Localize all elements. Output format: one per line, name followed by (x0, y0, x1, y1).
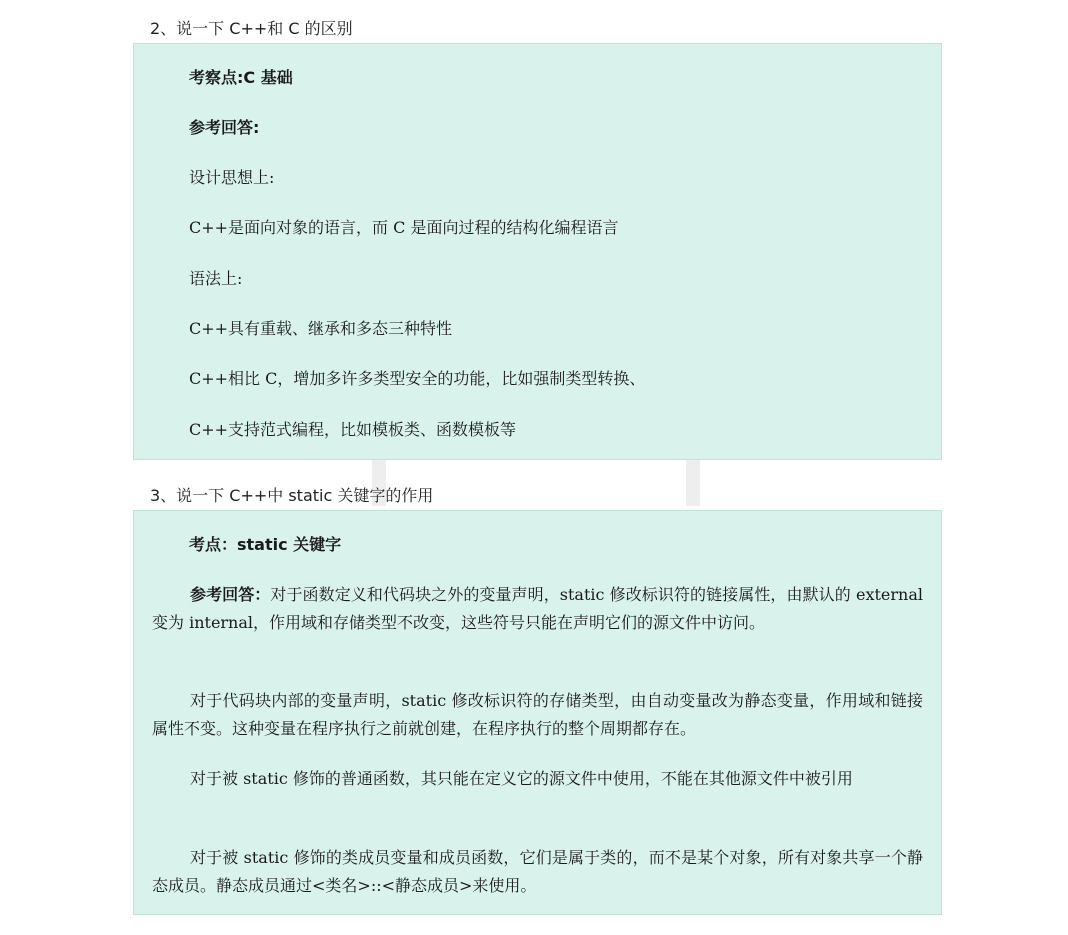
q2-line: 设计思想上: (189, 168, 275, 187)
q3-paragraph: 对于代码块内部的变量声明，static 修改标识符的存储类型，由自动变量改为静态变量，作用域和链接属性不变。这种变量在程序执行之前就创建，在程序执行的整个周期都存在。 (152, 691, 923, 738)
q2-line: C++相比 C，增加多许多类型安全的功能，比如强制类型转换、 (189, 369, 646, 388)
q3-answer-paragraph (152, 581, 923, 637)
q3-paragraph: 对于被 static 修饰的类成员变量和成员函数，它们是属于类的，而不是某个对象，所有对象共享一个静态成员。静态成员通过<类名>::<静态成员>来使用。 (152, 848, 923, 895)
q2-answer-box (133, 43, 942, 460)
q3-answer-box (133, 510, 942, 915)
q3-answer-label: 参考回答： (190, 585, 271, 604)
q2-line: C++支持范式编程，比如模板类、函数模板等 (189, 420, 517, 439)
q2-line: C++是面向对象的语言，而 C 是面向过程的结构化编程语言 (189, 218, 619, 237)
q3-topic: 考点：static 关键字 (189, 535, 342, 554)
q3-heading: 3、说一下 C++中 static 关键字的作用 (150, 486, 434, 505)
q3-answer-text: 对于函数定义和代码块之外的变量声明，static 修改标识符的链接属性，由默认的 external 变为 internal，作用域和存储类型不改变，这些符号只能在声明它们的源文件中访问。 (152, 585, 923, 632)
q2-line: C++具有重载、继承和多态三种特性 (189, 319, 453, 338)
q2-heading: 2、说一下 C++和 C 的区别 (150, 19, 353, 38)
q2-answer-label: 参考回答: (189, 118, 260, 137)
q3-paragraph: 对于被 static 修饰的普通函数，其只能在定义它的源文件中使用，不能在其他源文件中被引用 (190, 769, 853, 788)
q2-topic: 考察点:C 基础 (189, 68, 293, 87)
q2-line: 语法上: (189, 269, 243, 288)
